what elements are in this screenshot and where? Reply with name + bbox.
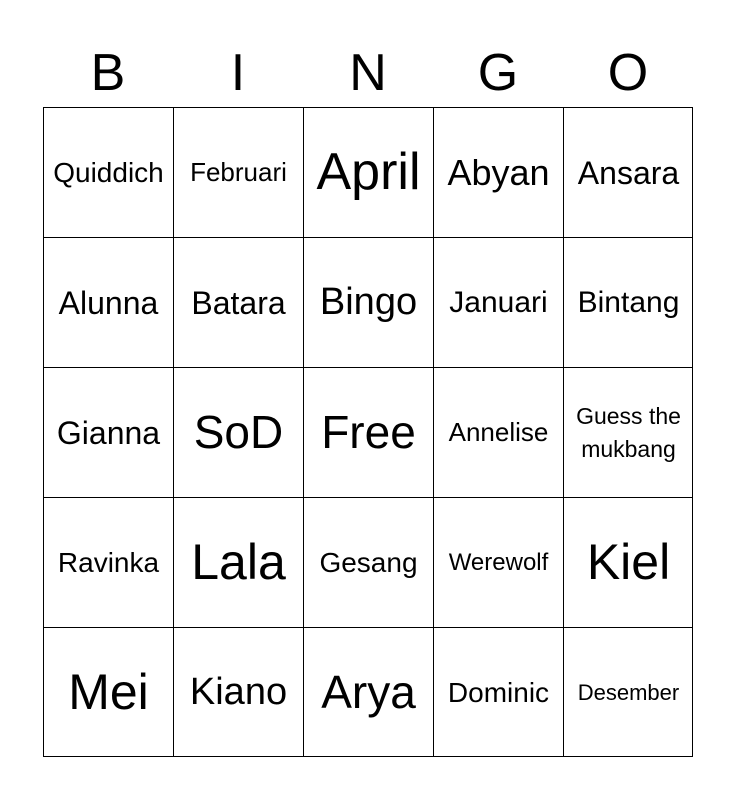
bingo-cell[interactable]: Kiano [173, 627, 303, 757]
bingo-cell[interactable]: Batara [173, 237, 303, 367]
bingo-cell[interactable]: Quiddich [43, 107, 173, 237]
bingo-cell[interactable]: Annelise [433, 367, 563, 497]
header-letter-i: I [230, 44, 246, 102]
bingo-cell[interactable]: Alunna [43, 237, 173, 367]
header-letter-o: O [607, 44, 649, 102]
header-letter-b: B [90, 44, 126, 102]
bingo-cell[interactable]: Arya [303, 627, 433, 757]
bingo-cell[interactable]: Abyan [433, 107, 563, 237]
bingo-cell[interactable]: Gianna [43, 367, 173, 497]
bingo-cell[interactable]: SoD [173, 367, 303, 497]
bingo-cell[interactable]: Kiel [563, 497, 693, 627]
header-letter-n: N [349, 44, 387, 102]
bingo-cell[interactable]: Februari [173, 107, 303, 237]
bingo-cell[interactable]: Ravinka [43, 497, 173, 627]
bingo-cell[interactable]: Gesang [303, 497, 433, 627]
bingo-cell[interactable]: Mei [43, 627, 173, 757]
bingo-cell-free[interactable]: Free [303, 367, 433, 497]
bingo-cell[interactable]: Desember [563, 627, 693, 757]
bingo-header [43, 40, 693, 106]
bingo-cell[interactable]: Ansara [563, 107, 693, 237]
bingo-cell[interactable]: Bingo [303, 237, 433, 367]
bingo-cell[interactable]: April [303, 107, 433, 237]
bingo-cell[interactable]: Dominic [433, 627, 563, 757]
bingo-cell[interactable]: Bintang [563, 237, 693, 367]
header-letter-g: G [477, 44, 519, 102]
bingo-board [43, 107, 693, 757]
bingo-cell[interactable]: Guess the mukbang [563, 367, 693, 497]
bingo-cell[interactable]: Werewolf [433, 497, 563, 627]
bingo-cell[interactable]: Lala [173, 497, 303, 627]
bingo-cell[interactable]: Januari [433, 237, 563, 367]
